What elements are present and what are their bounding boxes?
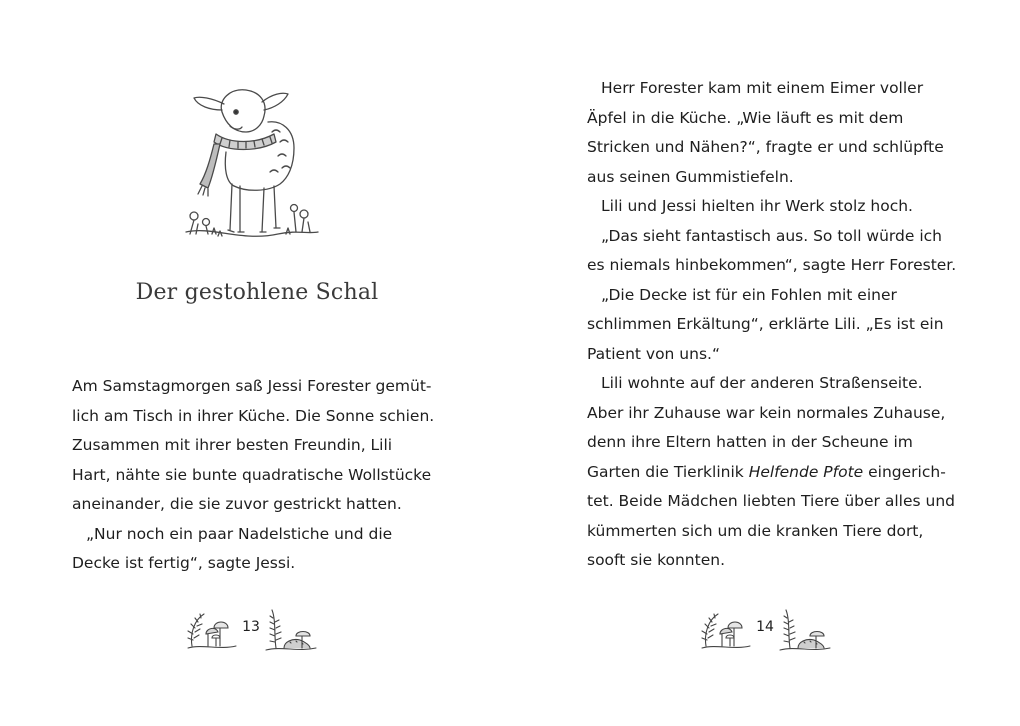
fern-and-toadstools-ornament [262, 606, 318, 652]
text-line: denn ihre Eltern hatten in der Scheune im [587, 433, 913, 451]
text-line: es niemals hinbekommen“, sagte Herr Forester. [587, 256, 957, 274]
text-line: Lili und Jessi hielten ihr Werk stolz hoch. [601, 197, 913, 215]
right-page [510, 0, 1020, 726]
text-line [587, 458, 946, 488]
fern-and-toadstools-ornament [776, 606, 832, 652]
clinic-name: Helfende Pfote [748, 462, 864, 481]
fern-and-mushrooms-ornament [700, 606, 752, 652]
fern-and-mushrooms-ornament [186, 606, 238, 652]
text-line: lich am Tisch in ihrer Küche. Die Sonne schien. [72, 406, 435, 425]
text-line: „Nur noch ein paar Nadelstiche und die [86, 524, 393, 543]
text-line: „Das sieht fantastisch aus. So toll würde ich [601, 226, 942, 245]
text-line: Aber ihr Zuhause war kein normales Zuhause, [587, 403, 946, 422]
text-line: Lili wohnte auf der anderen Straßenseite. [601, 374, 923, 392]
text-line: schlimmen Erkältung“, erklärte Lili. „Es ist ein [587, 315, 944, 333]
text-line: tet. Beide Mädchen liebten Tiere über alles und [587, 492, 955, 510]
left-body-text [72, 372, 435, 579]
text-line: Äpfel in die Küche. „Wie läuft es mit dem [587, 108, 904, 127]
text-line: Patient von uns.“ [587, 344, 720, 363]
page-number: 13 [242, 619, 260, 635]
text-line: Stricken und Nähen?“, fragte er und schlüpfte [587, 138, 944, 156]
right-body-text [587, 74, 957, 576]
text-segment: Garten die Tierklinik [587, 462, 749, 481]
chapter-title: Der gestohlene Schal [135, 280, 379, 305]
page-footer [186, 606, 336, 652]
text-line: Zusammen mit ihrer besten Freundin, Lili [72, 436, 393, 454]
text-line: aus seinen Gummistiefeln. [587, 167, 794, 186]
text-line: Decke ist fertig“, sagte Jessi. [72, 554, 296, 572]
text-line: aneinander, die sie zuvor gestrickt hatten. [72, 495, 402, 513]
text-line: kümmerten sich um die kranken Tiere dort, [587, 521, 924, 540]
text-line: sooft sie konnten. [587, 551, 725, 569]
text-line: Am Samstagmorgen saß Jessi Forester gemüt- [72, 377, 432, 395]
lamb-with-scarf-illustration [182, 82, 322, 254]
page-number: 14 [756, 619, 774, 635]
text-line: Herr Forester kam mit einem Eimer voller [601, 79, 924, 97]
text-line: „Die Decke ist für ein Fohlen mit einer [601, 285, 897, 304]
text-segment: eingerich- [863, 462, 946, 481]
text-line: Hart, nähte sie bunte quadratische Wollstücke [72, 465, 432, 484]
page-footer [700, 606, 850, 652]
